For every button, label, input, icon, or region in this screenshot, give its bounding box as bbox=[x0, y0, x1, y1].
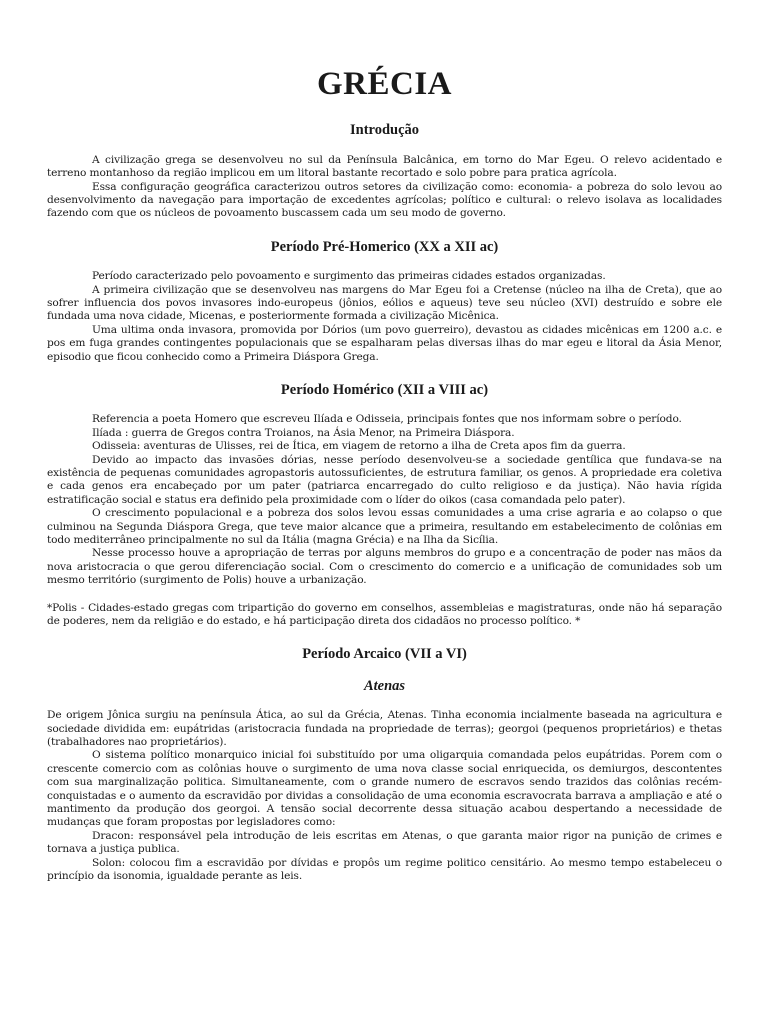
paragraph: O crescimento populacional e a pobreza dos solos levou essas comunidades a uma crise agraria e ao colapso o que culminou na Segunda Diáspora Grega, que teve maior alcance que a primeira, resultando em estabelecimento de colônias em todo mediterrâneo principalmente no sul da Itália (magna Grécia) e na Ilha da Sicília. bbox=[47, 507, 722, 546]
subsection-heading-atenas: Atenas bbox=[363, 677, 406, 694]
document-title: GRÉCIA bbox=[316, 66, 453, 102]
paragraph: Ilíada : guerra de Gregos contra Troianos, na Ásia Menor, na Primeira Diáspora. bbox=[92, 426, 515, 439]
polis-note: *Polis - Cidades-estado gregas com tripartição do governo em conselhos, assembleias e magistraturas, onde não há separação de poderes, nem da religião e do estado, e há participação direta dos cidadãos no processo político. * bbox=[47, 601, 722, 628]
section-heading-pre-homerico: Período Pré-Homerico (XX a XII ac) bbox=[270, 238, 499, 255]
paragraph: Nesse processo houve a apropriação de terras por alguns membros do grupo e a concentração de poder nas mãos da nova aristocracia o que gerou diferenciação social. Com o crescimento do comercio e a unificação de comunidades sob um mesmo território (surgimento de Polis) houve a urbanização. bbox=[47, 547, 722, 587]
paragraph: Período caracterizado pelo povoamento e surgimento das primeiras cidades estados organizadas. bbox=[92, 270, 606, 283]
paragraph: Essa configuração geográfica caracterizou outros setores da civilização como: economia- a pobreza do solo levou ao desenvolvimento da navegação para importação de excedentes agrícolas; político e cultural: o relevo isolava as localidades fazendo com que os núcleos de povoamento buscassem cada um seu modo de governo. bbox=[47, 180, 722, 220]
paragraph: Odisseia: aventuras de Ulisses, rei de Ítica, em viagem de retorno a ilha de Creta apos fim da guerra. bbox=[92, 440, 626, 453]
paragraph: A primeira civilização que se desenvolveu nas margens do Mar Egeu foi a Cretense (núcleo na ilha de Creta), que ao sofrer influencia dos povos invasores indo-europeus (jônios, eólios e aqueus) teve seu núcleo (XVI) destruído e sobre ele fundada uma nova cidade, Micenas, e posteriormente formada a civilização Micênica. bbox=[47, 283, 722, 323]
paragraph: A civilização grega se desenvolveu no sul da Península Balcânica, em torno do Mar Egeu. O relevo acidentado e terreno montanhoso da região implicou em um litoral bastante recortado e solo pobre para pratica agrícola. bbox=[47, 153, 722, 180]
section-heading-homerico: Período Homérico (XII a VIII ac) bbox=[280, 381, 489, 398]
paragraph: Uma ultima onda invasora, promovida por Dórios (um povo guerreiro), devastou as cidades micênicas em 1200 a.c. e pos em fuga grandes contingentes populacionais que se espalharam pelas diversas ilhas do mar egeu e litoral da Ásia Menor, episodio que ficou conhecido como a Primeira Diáspora Grega. bbox=[47, 323, 722, 363]
paragraph: Referencia a poeta Homero que escreveu Ilíada e Odisseia, principais fontes que nos informam sobre o período. bbox=[92, 413, 682, 426]
section-heading-arcaico: Período Arcaico (VII a VI) bbox=[302, 646, 467, 663]
section-heading-introducao: Introdução bbox=[349, 122, 420, 139]
paragraph: Devido ao impacto das invasões dórias, nesse período desenvolveu-se a sociedade gentílica que fundava-se na existência de pequenas comunidades agropastoris autossuficientes, de estrutura familiar, os genos. A propriedade era coletiva e cada genos era encabeçado por um pater (patriarca encarregado do culto religioso e da justiça). Não havia rígida estratificação social e status era definido pela proximidade com o líder do oikos (casa comandada pelo pater). bbox=[47, 453, 722, 506]
paragraph: De origem Jônica surgiu na península Ática, ao sul da Grécia, Atenas. Tinha economia incialmente baseada na agricultura e sociedade dividida em: eupátridas (aristocracia fundada na propriedade de terras); georgoi (pequenos proprietários) e thetas (trabalhadores nao proprietários). bbox=[47, 709, 722, 749]
paragraph: Dracon: responsável pela introdução de leis escritas em Atenas, o que garanta maior rigor na punição de crimes e tornava a justiça publica. bbox=[47, 829, 722, 856]
paragraph: Solon: colocou fim a escravidão por dívidas e propôs um regime politico censitário. Ao mesmo tempo estabeleceu o princípio da isonomia, igualdade perante as leis. bbox=[47, 856, 722, 883]
paragraph: O sistema político monarquico inicial foi substituído por uma oligarquia comandada pelos eupátridas. Porem com o crescente comercio com as colônias houve o surgimento de uma nova classe social enriquecida, os demiurgos, descontentes com sua marginalização politica. Simultaneamente, com o grande numero de escravos sendo trazidos das colônias recém-conquistadas e o aumento da escravidão por dividas a consolidação de uma economia escravocrata barrava a ampliação e até o mantimento da produção dos georgoi. A tensão social decorrente dessa situação acabou despertando a necessidade de mudanças que foram propostas por legisladores como: bbox=[47, 749, 722, 829]
